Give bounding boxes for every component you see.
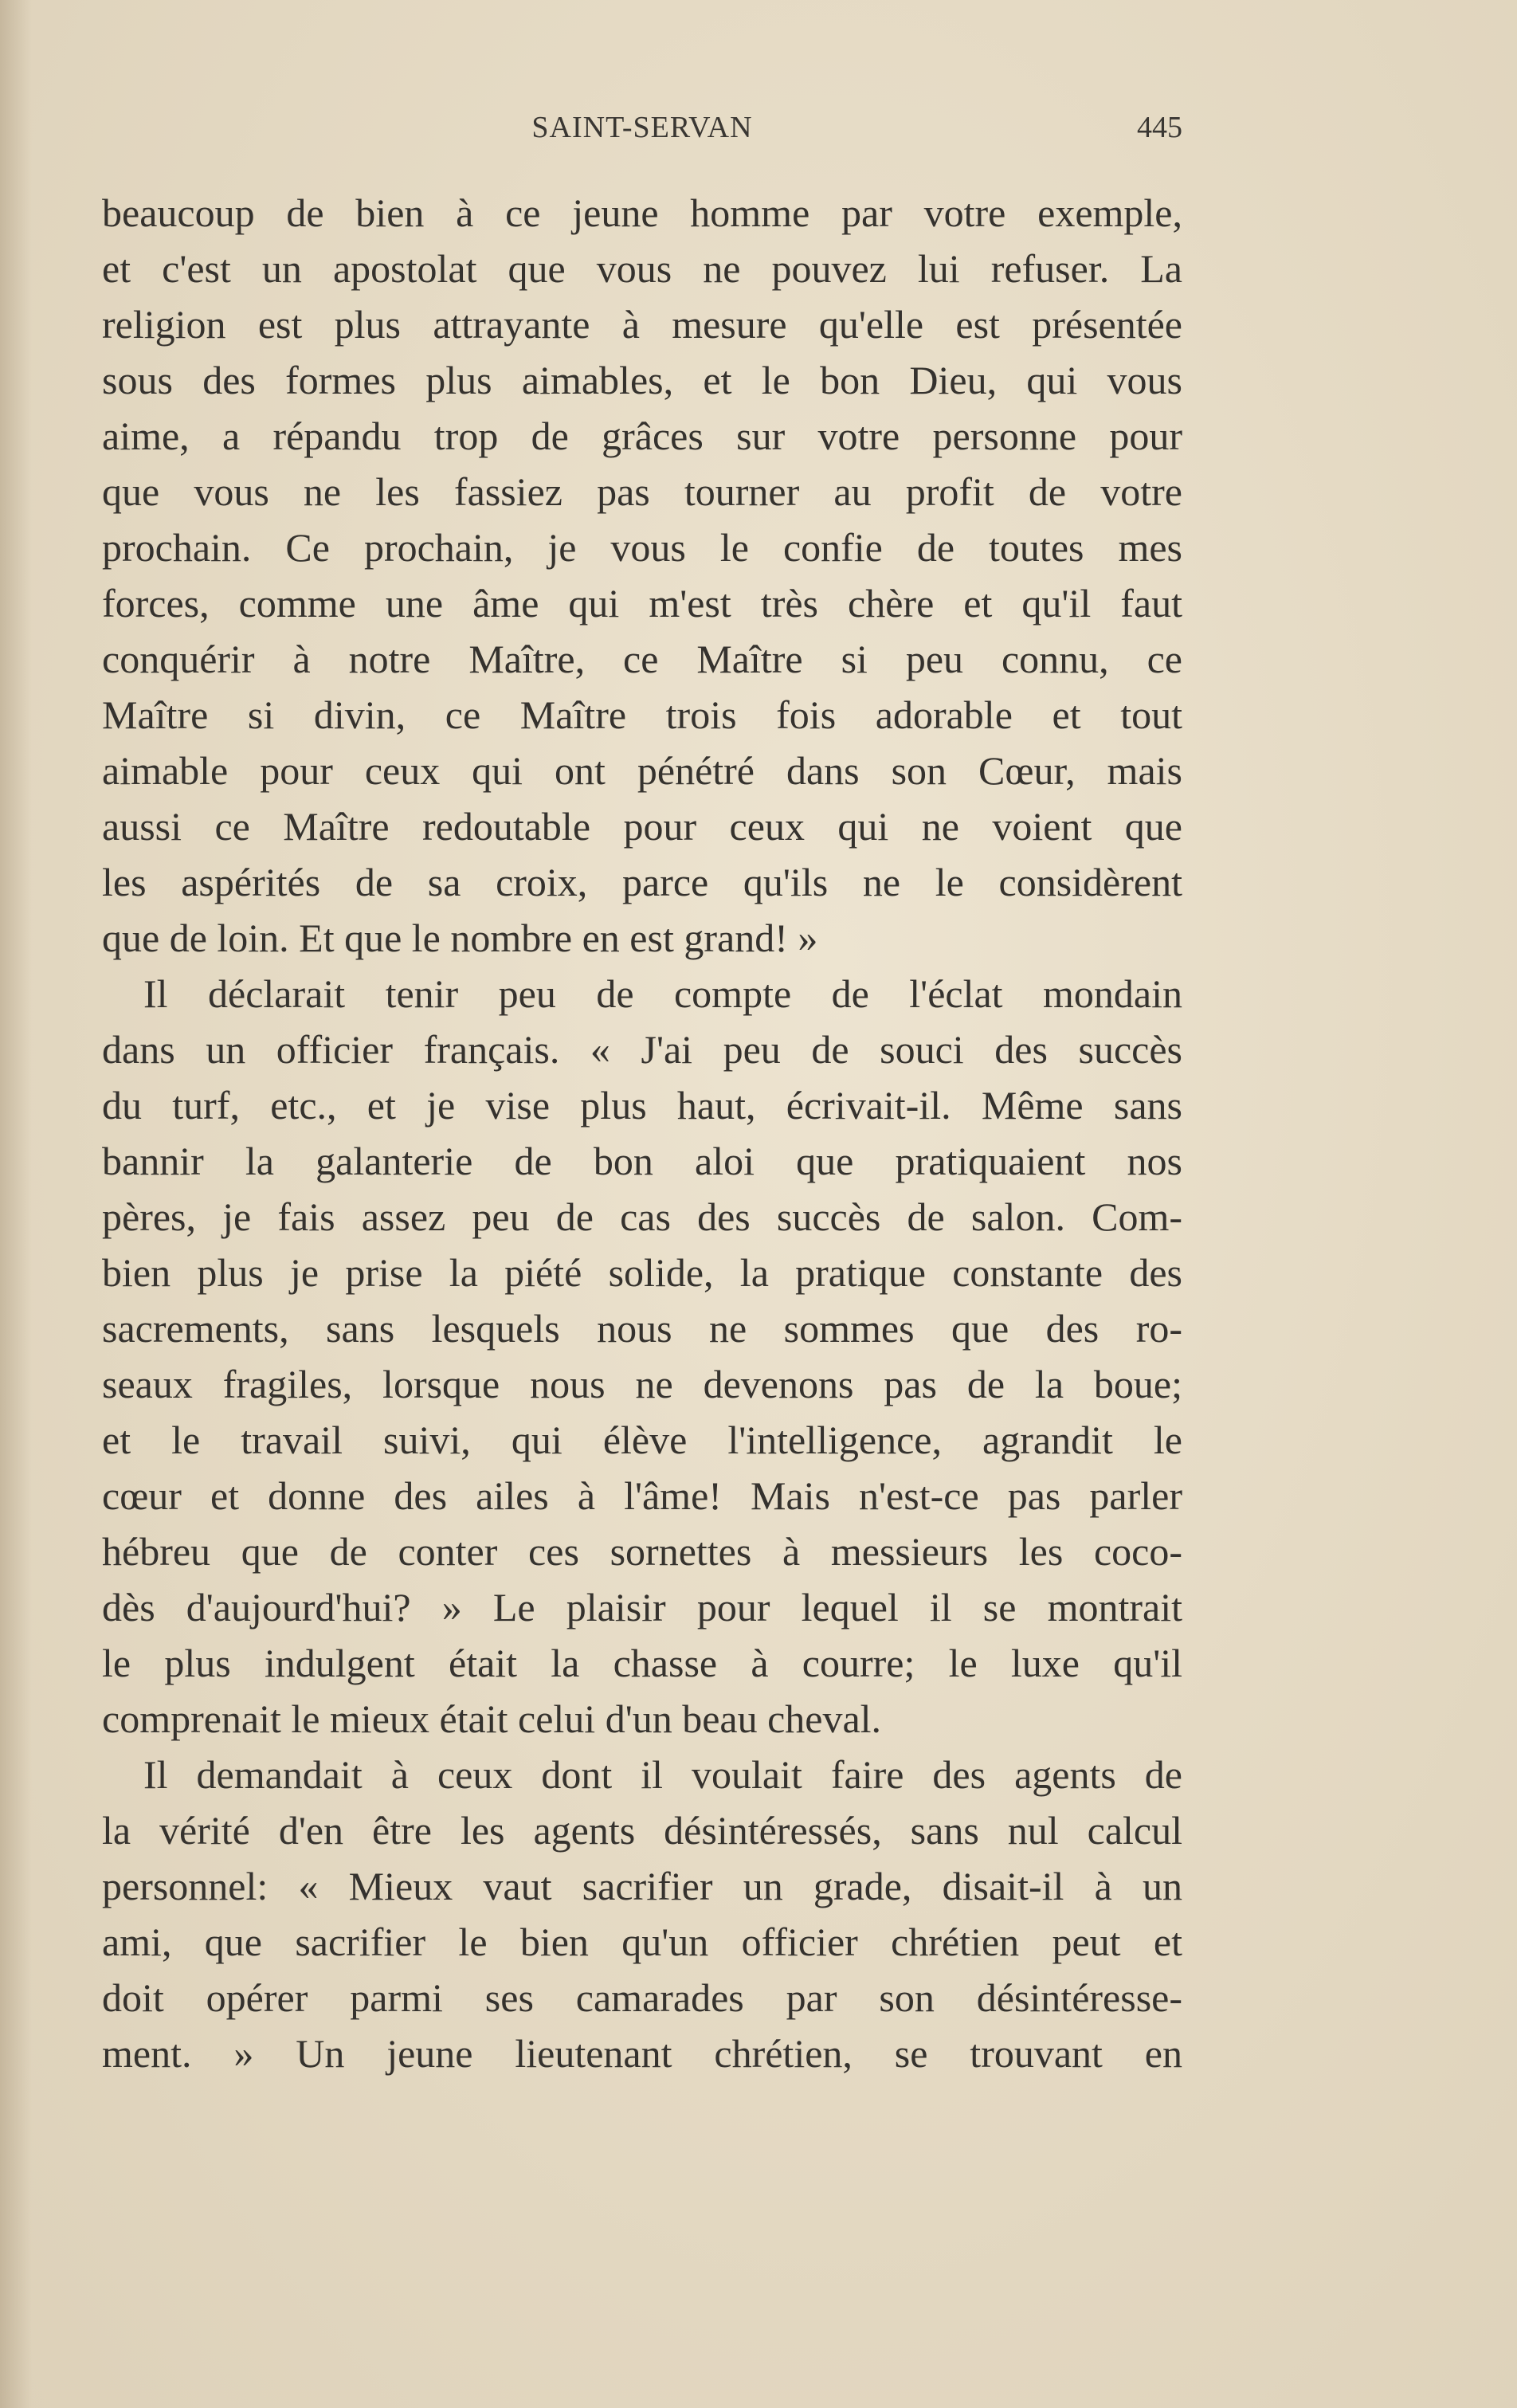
text-line: que vous ne les fassiez pas tourner au profit de votre (102, 469, 1182, 514)
text-line: beaucoup de bien à ce jeune homme par votre exemple, (102, 190, 1182, 235)
text-line: hébreu que de conter ces sornettes à messieurs les coco- (102, 1529, 1182, 1574)
text-line: Maître si divin, ce Maître trois fois adorable et tout (102, 692, 1182, 737)
body-text (102, 185, 1182, 2081)
text-line: ami, que sacrifier le bien qu'un officier chrétien peut et (102, 1920, 1182, 1964)
text-line: bannir la galanterie de bon aloi que pratiquaient nos (102, 1139, 1182, 1183)
spine-shadow (0, 0, 32, 2408)
text-line: doit opérer parmi ses camarades par son désintéresse- (102, 1975, 1182, 2020)
text-line: dans un officier français. « J'ai peu de souci des succès (102, 1027, 1182, 1072)
text-line: sous des formes plus aimables, et le bon Dieu, qui vous (102, 358, 1182, 402)
text-line: la vérité d'en être les agents désintéressés, sans nul calcul (102, 1808, 1182, 1853)
text-line: comprenait le mieux était celui d'un beau cheval. (102, 1696, 882, 1741)
running-head (102, 110, 1182, 158)
text-line: aimable pour ceux qui ont pénétré dans son Cœur, mais (102, 748, 1182, 793)
text-line: et le travail suivi, qui élève l'intelligence, agrandit le (102, 1418, 1182, 1462)
text-line: Il déclarait tenir peu de compte de l'éclat mondain (143, 971, 1182, 1016)
text-line: Il demandait à ceux dont il voulait faire des agents de (143, 1752, 1182, 1797)
text-line: aime, a répandu trop de grâces sur votre personne pour (102, 414, 1182, 458)
text-line: le plus indulgent était la chasse à courre; le luxe qu'il (102, 1641, 1182, 1685)
text-line: pères, je fais assez peu de cas des succès de salon. Com- (102, 1194, 1182, 1239)
text-line: que de loin. Et que le nombre en est grand! » (102, 916, 818, 960)
text-line: et c'est un apostolat que vous ne pouvez lui refuser. La (102, 246, 1182, 291)
text-line: du turf, etc., et je vise plus haut, écrivait-il. Même sans (102, 1083, 1182, 1128)
text-line: seaux fragiles, lorsque nous ne devenons pas de la boue; (102, 1362, 1182, 1406)
page-number: 445 (1137, 111, 1182, 144)
text-line: forces, comme une âme qui m'est très chère et qu'il faut (102, 581, 1182, 626)
text-line: cœur et donne des ailes à l'âme! Mais n'est-ce pas parler (102, 1473, 1182, 1518)
text-line: ment. » Un jeune lieutenant chrétien, se trouvant en (102, 2031, 1182, 2076)
running-title: SAINT-SERVAN (531, 111, 753, 144)
text-line: sacrements, sans lesquels nous ne sommes que des ro- (102, 1306, 1182, 1351)
text-line: conquérir à notre Maître, ce Maître si peu connu, ce (102, 637, 1182, 681)
text-line: dès d'aujourd'hui? » Le plaisir pour lequel il se montrait (102, 1585, 1182, 1630)
text-line: bien plus je prise la piété solide, la pratique constante des (102, 1250, 1182, 1295)
text-line: religion est plus attrayante à mesure qu'elle est présentée (102, 302, 1182, 347)
text-line: aussi ce Maître redoutable pour ceux qui ne voient que (102, 804, 1182, 849)
text-line: personnel: « Mieux vaut sacrifier un grade, disait-il à un (102, 1864, 1182, 1908)
text-line: prochain. Ce prochain, je vous le confie de toutes mes (102, 525, 1182, 570)
text-line: les aspérités de sa croix, parce qu'ils ne le considèrent (102, 860, 1182, 904)
